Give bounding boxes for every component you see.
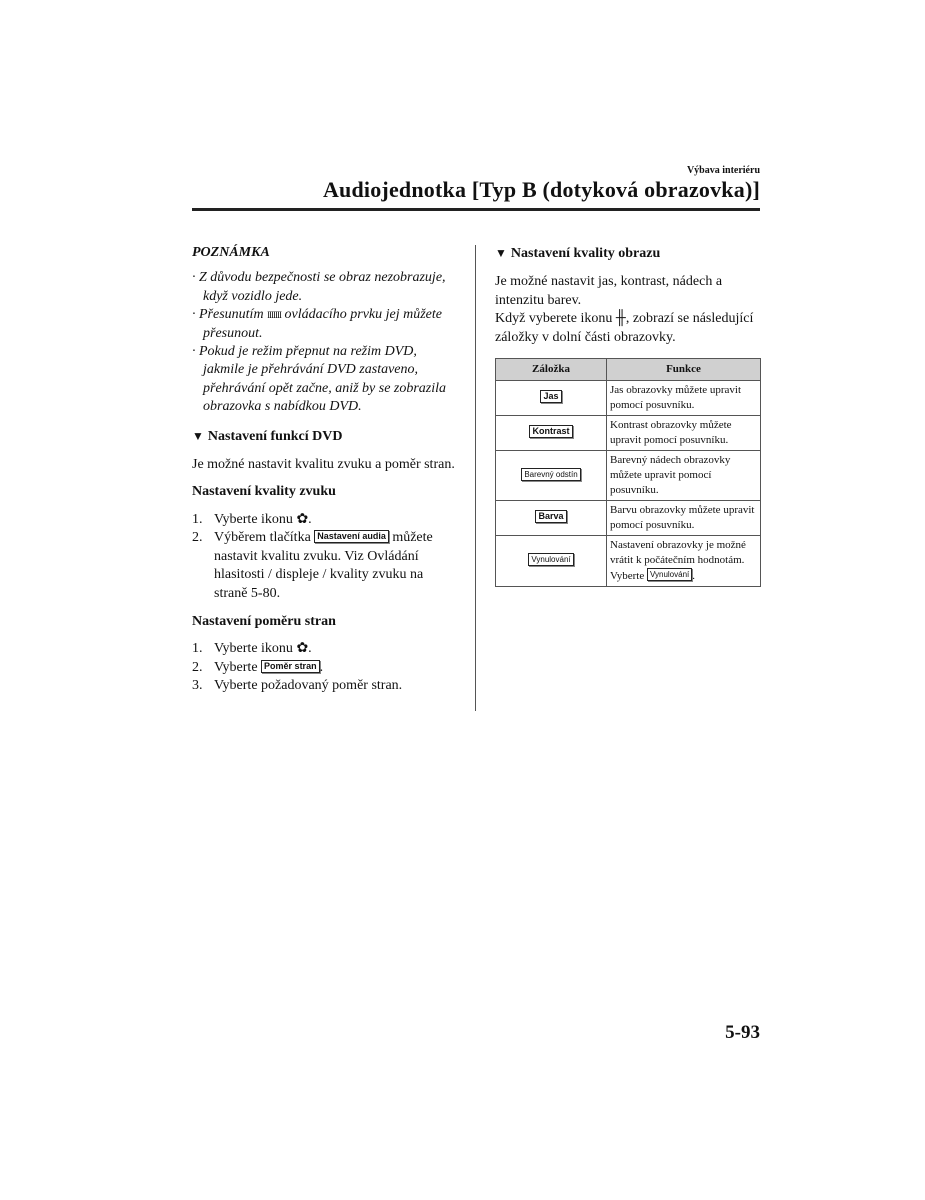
table-cell-function: Barvu obrazovky můžete upravit pomocí posuvníku. [607, 501, 761, 536]
table-cell-function: Barevný nádech obrazovky můžete upravit pomocí posuvníku. [607, 451, 761, 501]
section-heading-text: Nastavení kvality obrazu [510, 246, 661, 261]
step-item [192, 529, 460, 603]
function-text: Nastavení obrazovky je možné vrátit k počátečním hodnotám. Vyberte [610, 539, 746, 583]
gear-icon: ✿ [296, 511, 309, 527]
slider-handle-icon: IIIIIII [267, 310, 282, 321]
audio-settings-button[interactable]: Nastavení audia [314, 530, 389, 543]
step-item [192, 640, 460, 658]
color-tab-button[interactable]: Barva [535, 510, 566, 523]
function-text: . [692, 570, 696, 583]
step-number: 1. [192, 511, 203, 527]
section-heading-dvd [192, 427, 460, 446]
section-heading-picture [495, 244, 761, 263]
step-item [192, 677, 460, 695]
step-text: Výběrem tlačítka [214, 530, 315, 546]
paragraph: Je možné nastavit jas, kontrast, nádech a intenzitu barev. [495, 274, 723, 308]
table-cell-function: Jas obrazovky můžete upravit pomocí posuvníku. [607, 381, 761, 416]
column-divider [475, 245, 476, 711]
left-column [192, 244, 460, 696]
table-row [496, 501, 761, 536]
right-column [495, 244, 761, 587]
equalizer-icon: ╫ [615, 311, 626, 327]
table-header-tab: Záložka [496, 359, 607, 381]
table-row [496, 416, 761, 451]
note-item [192, 306, 460, 343]
paragraph-text: Když vyberete ikonu [495, 311, 616, 327]
gear-icon: ✿ [296, 641, 309, 657]
table-row [496, 451, 761, 501]
subheading-sound-quality: Nastavení kvality zvuku [192, 484, 336, 500]
table-cell-tab [496, 501, 607, 536]
step-number: 2. [192, 530, 203, 546]
table-row [496, 381, 761, 416]
aspect-ratio-button[interactable]: Poměr stran [261, 660, 320, 673]
step-text: . [308, 641, 312, 657]
paragraph-text: , zobrazí se následující záložky v dolní části obrazovky. [495, 311, 754, 345]
step-number: 1. [192, 641, 203, 657]
step-text: Vyberte požadovaný poměr stran. [214, 678, 403, 694]
table-row [496, 536, 761, 587]
brightness-tab-button[interactable]: Jas [540, 390, 561, 403]
picture-tabs-table [495, 358, 761, 587]
step-text: Vyberte ikonu [214, 511, 297, 527]
table-header-function: Funkce [607, 359, 761, 381]
page-number: 5-93 [725, 1022, 760, 1043]
step-text: Vyberte [214, 659, 262, 675]
reset-tab-button[interactable]: Vynulování [528, 553, 573, 566]
table-cell-tab [496, 381, 607, 416]
step-text: Vyberte ikonu [214, 641, 297, 657]
table-cell-tab [496, 536, 607, 587]
triangle-marker-icon: ▼ [495, 246, 507, 260]
table-cell-tab [496, 416, 607, 451]
header-section-label: Výbava interiéru [686, 165, 760, 176]
section-heading-text: Nastavení funkcí DVD [207, 428, 343, 444]
step-number: 2. [192, 659, 203, 675]
step-text: . [308, 511, 312, 527]
step-item [192, 659, 460, 677]
note-item: · Pokud je režim přepnut na režim DVD, jakmile je přehrávání DVD zastaveno, přehrávání opět začne, aniž by se zobrazila obrazovka s nabídkou DVD. [192, 344, 447, 415]
triangle-marker-icon: ▼ [192, 428, 204, 443]
subheading-aspect-ratio: Nastavení poměru stran [192, 613, 336, 629]
table-cell-function [607, 536, 761, 587]
step-number: 3. [192, 678, 203, 694]
step-item [192, 511, 460, 529]
paragraph [495, 310, 761, 347]
table-cell-function: Kontrast obrazovky můžete upravit pomocí posuvníku. [607, 416, 761, 451]
page-title: Audiojednotka [Typ B (dotyková obrazovka)] [322, 177, 760, 202]
paragraph: Je možné nastavit kvalitu zvuku a poměr stran. [192, 457, 455, 473]
note-title: POZNÁMKA [192, 245, 270, 260]
step-text: můžete nastavit kvalitu zvuku. Viz Ovládání hlasitosti / displeje / kvality zvuku na straně 5-80. [214, 530, 433, 601]
step-text: . [319, 659, 324, 675]
reset-button[interactable]: Vynulování [647, 568, 692, 581]
note-text: · Přesunutím [192, 307, 268, 323]
note-text: ovládacího prvku jej můžete přesunout. [203, 307, 442, 341]
table-header-row [496, 359, 761, 381]
tint-tab-button[interactable]: Barevný odstín [521, 468, 580, 481]
table-cell-tab [496, 451, 607, 501]
contrast-tab-button[interactable]: Kontrast [529, 425, 572, 438]
note-item: · Z důvodu bezpečnosti se obraz nezobrazuje, když vozidlo jede. [192, 270, 446, 304]
title-divider [192, 208, 760, 211]
